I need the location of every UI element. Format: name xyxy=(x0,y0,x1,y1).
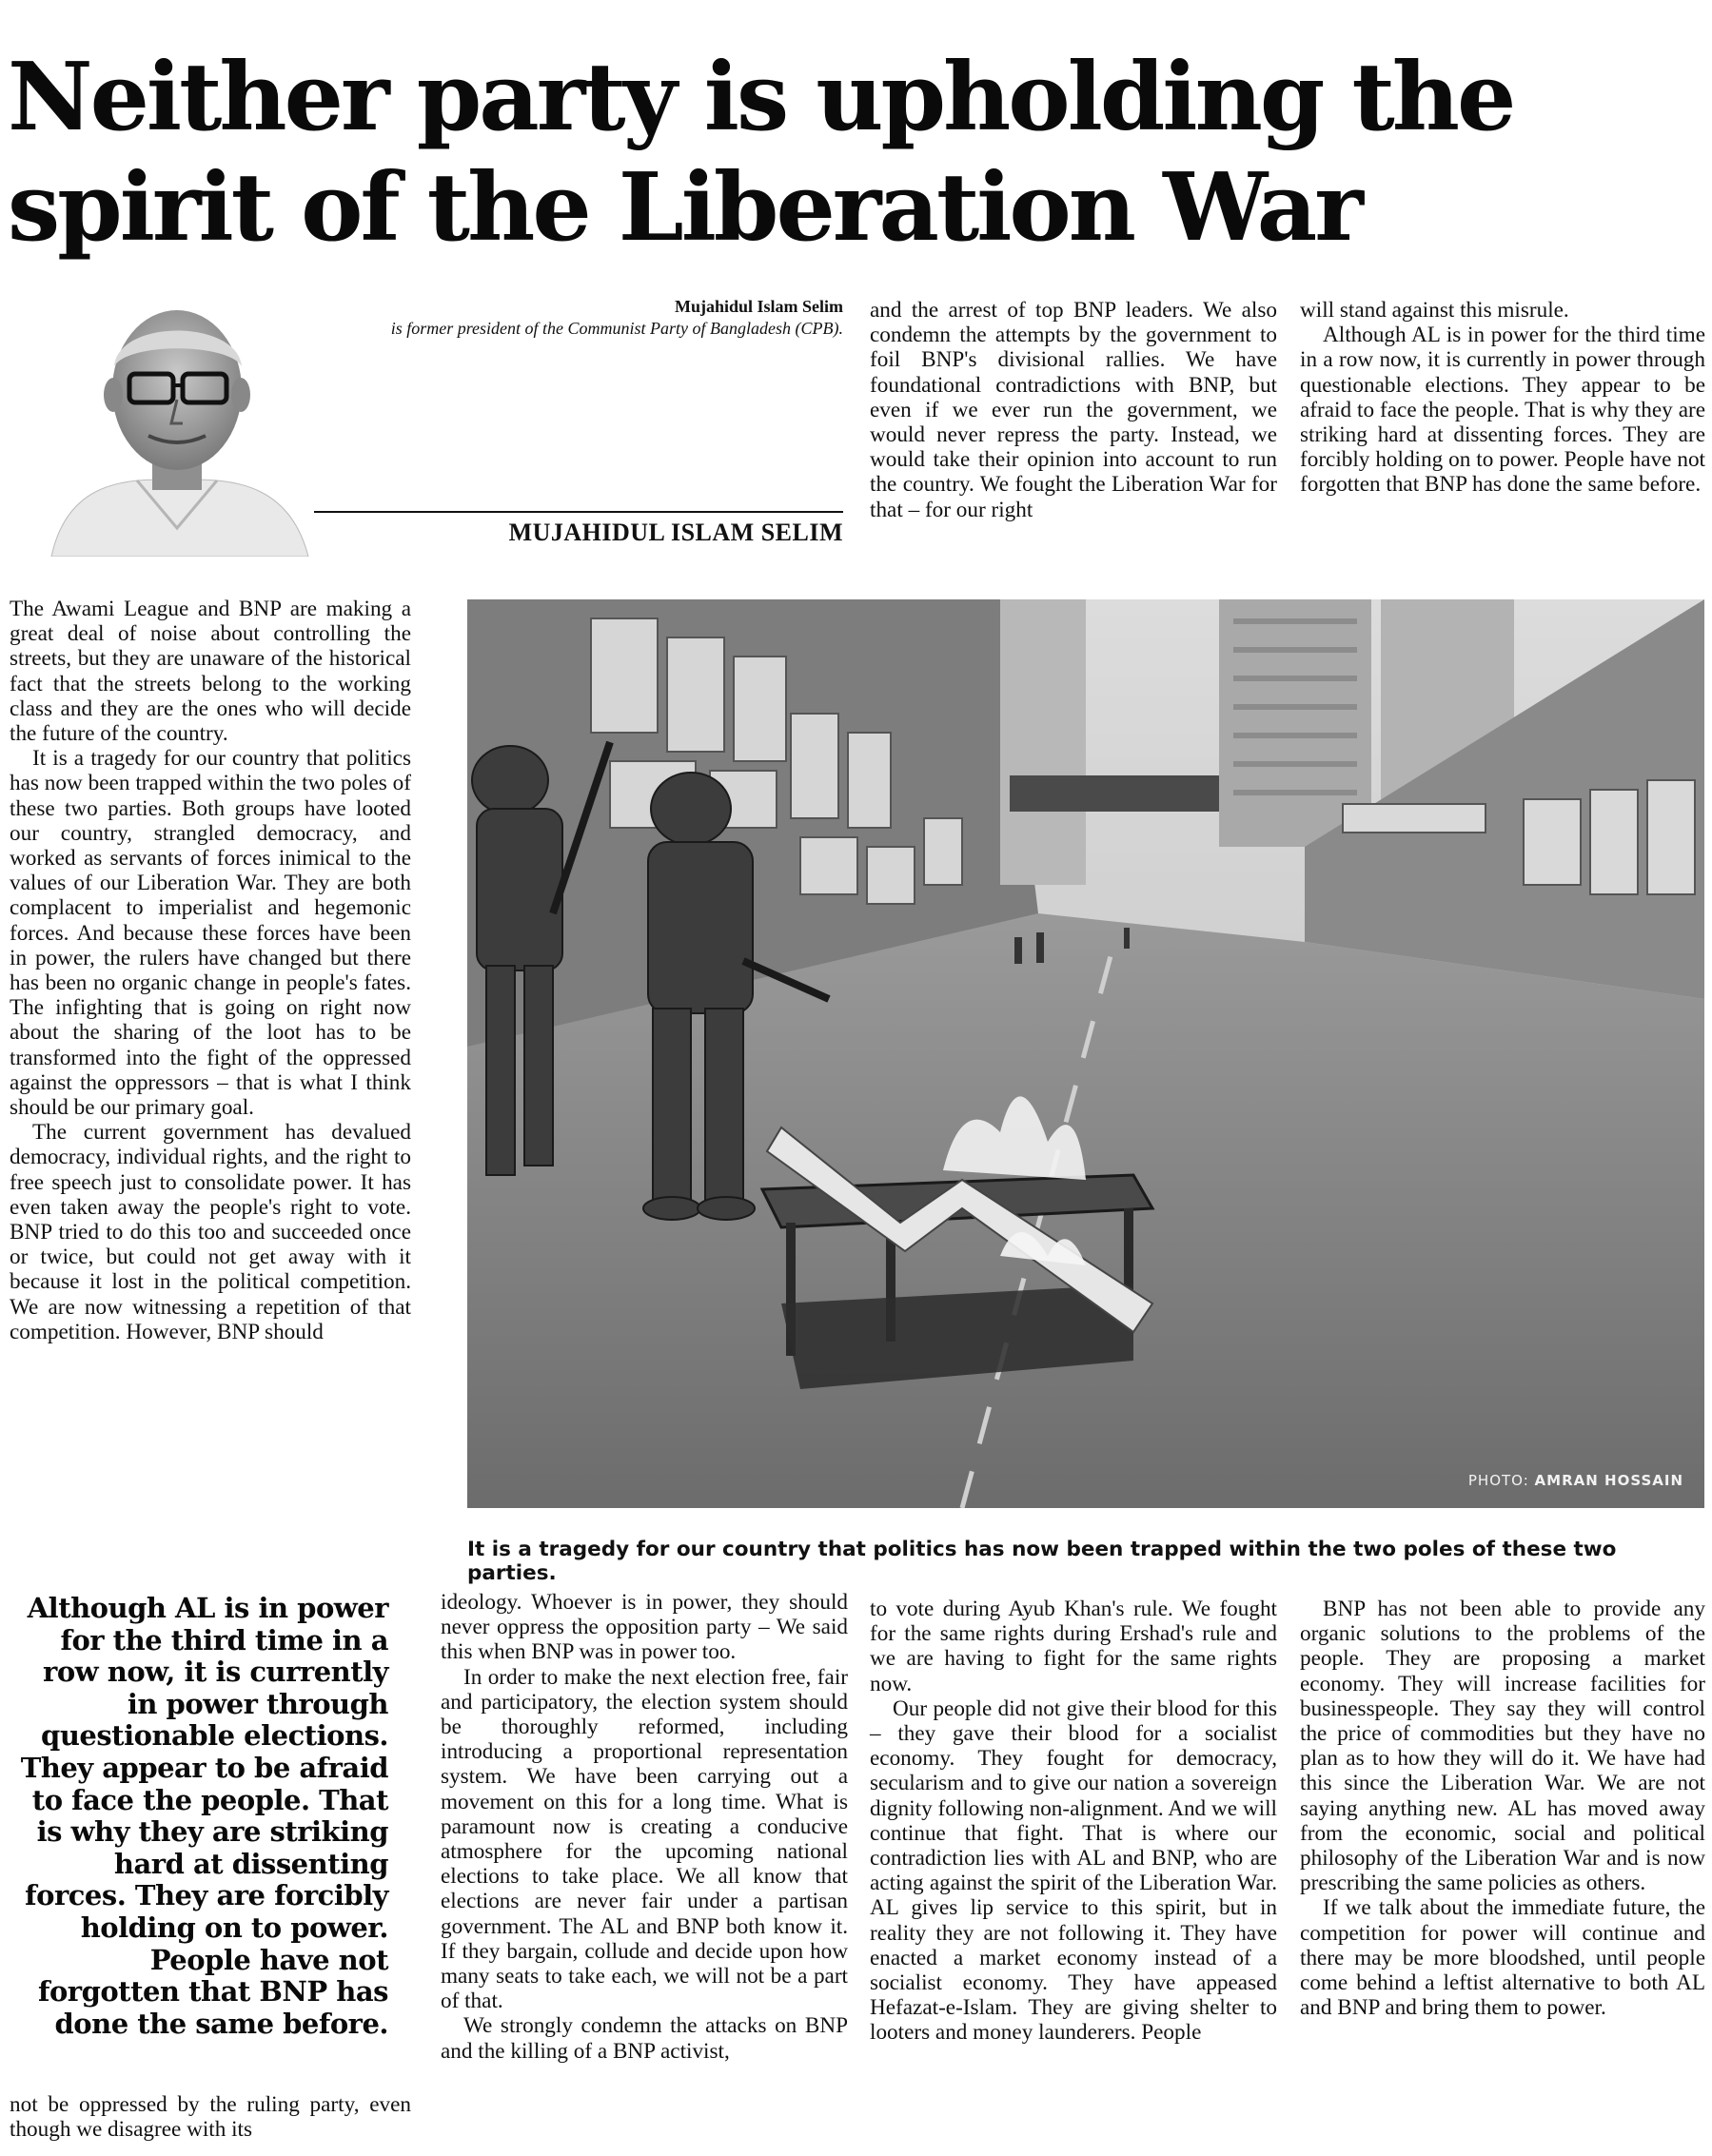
author-name: Mujahidul Islam Selim xyxy=(674,297,843,316)
photo-caption: It is a tragedy for our country that politics has now been trapped within the two poles of these two parties. xyxy=(467,1538,1617,1585)
paragraph: It is a tragedy for our country that politics has now been trapped within the two poles of these two parties. Both groups have looted our country, strangled democracy, and worked as servants of forces inimical to the values of our Liberation War. They are both complacent to imperialist and hegemonic forces. And because these forces have been in power, the rulers have changed but there has been no organic change in people's fates. The infighting that is going on right now about the sharing of the loot has to be transformed into the fight of the oppressed against the oppressors – that is what I think should be our primary goal. xyxy=(10,746,411,1121)
photo-credit-label: PHOTO: xyxy=(1467,1472,1529,1489)
author-bio: is former president of the Communist Party of Bangladesh (CPB). xyxy=(390,319,843,338)
headline: Neither party is upholding the spirit of the Liberation War xyxy=(8,43,1514,263)
paragraph: not be oppressed by the ruling party, even though we disagree with its xyxy=(10,2092,411,2143)
bottom-column-3 xyxy=(1300,1597,1705,2020)
paragraph: We strongly condemn the attacks on BNP and the killing of a BNP activist, xyxy=(441,2013,848,2064)
byline-divider xyxy=(314,511,843,513)
news-photo xyxy=(467,599,1704,1508)
paragraph: to vote during Ayub Khan's rule. We fought for the same rights during Ershad's rule and we are having to fight for the same rights now. xyxy=(870,1597,1277,1696)
author-byline xyxy=(314,295,843,340)
top-column-3 xyxy=(1300,298,1705,498)
paragraph: and the arrest of top BNP leaders. We also condemn the attempts by the government to foil BNP's divisional rallies. We have foundational contradictions with BNP, but even if we ever run the government, we would never repress the party. Instead, we would take their opinion into account to run the country. We fought the Liberation War for that – for our right xyxy=(870,298,1277,522)
paragraph: If we talk about the immediate future, the competition for power will continue and there may be more bloodshed, until people come behind a leftist alternative to both AL and BNP and bring them to power. xyxy=(1300,1895,1705,2021)
photo-credit-name: AMRAN HOSSAIN xyxy=(1534,1472,1683,1489)
top-column-2 xyxy=(870,298,1277,522)
bottom-column-2 xyxy=(870,1597,1277,2046)
paragraph: Although AL is in power for the third time in a row now, it is currently in power through questionable elections. They appear to be afraid to face the people. That is why they are striking hard at dissenting forces. They are forcibly holding on to power. People have not forgotten that BNP has done the same before. xyxy=(1300,323,1705,498)
photo-credit xyxy=(1468,1472,1683,1489)
paragraph: In order to make the next election free, fair and participatory, the election system should be thoroughly reformed, including introducing a proportional representation system. We have been carrying out a movement on this for a long time. What is paramount now is creating a conducive atmosphere for the upcoming national elections to take place. We all know that elections are never fair under a partisan government. The AL and BNP both know it. If they bargain, collude and decide upon how many seats to take each, we will not be a part of that. xyxy=(441,1664,848,2014)
paragraph: The current government has devalued democracy, individual rights, and the right to free speech just to consolidate power. It has even taken away the people's right to vote. BNP tried to do this too and succeeded once or twice, but could not get away with it because it lost in the political competition. We are now witnessing a repetition of that competition. However, BNP should xyxy=(10,1120,411,1344)
left-column xyxy=(10,597,411,1344)
paragraph: Our people did not give their blood for this – they gave their blood for a socialist economy. They fought for democracy, secularism and to give our nation a sovereign dignity following non-alignment. And we will continue that fight. That is where our contradiction lies with AL and BNP, who are acting against the spirit of the Liberation War. AL gives lip service to this spirit, but in reality they are not following it. They have enacted a market economy instead of a socialist economy. They have appeased Hefazat-e-Islam. They are giving shelter to looters and money launderers. People xyxy=(870,1695,1277,2046)
pull-quote: Although AL is in power for the third time in a row now, it is currently in power through questionable elections. They appear to be afraid to face the people. That is why they are striking hard at dissenting forces. They are forcibly holding on to power. People have not forgotten that BNP has done the same before. xyxy=(20,1592,388,2040)
bottom-column-1 xyxy=(441,1590,848,2064)
paragraph: BNP has not been able to provide any organic solutions to the problems of the people. They are proposing a market economy. They will increase facilities for businesspeople. They say they will control the price of commodities but they have no plan as to how they will do it. We have had this since the Liberation War. We are not saying anything new. AL has moved away from the economic, social and political philosophy of the Liberation War and is now prescribing the same policies as others. xyxy=(1300,1597,1705,1896)
author-byline-caps: MUJAHIDUL ISLAM SELIM xyxy=(508,519,843,546)
left-bottom-column xyxy=(10,2092,411,2142)
paragraph: The Awami League and BNP are making a great deal of noise about controlling the streets, but they are unaware of the historical fact that the streets belong to the working class and they are the ones who will decide the future of the country. xyxy=(10,597,411,747)
author-portrait-drawing xyxy=(42,285,313,557)
author-portrait xyxy=(42,285,313,557)
street-scene xyxy=(467,599,1704,1508)
paragraph: ideology. Whoever is in power, they should never oppress the opposition party – We said this when BNP was in power too. xyxy=(441,1590,848,1665)
paragraph: will stand against this misrule. xyxy=(1300,298,1569,323)
